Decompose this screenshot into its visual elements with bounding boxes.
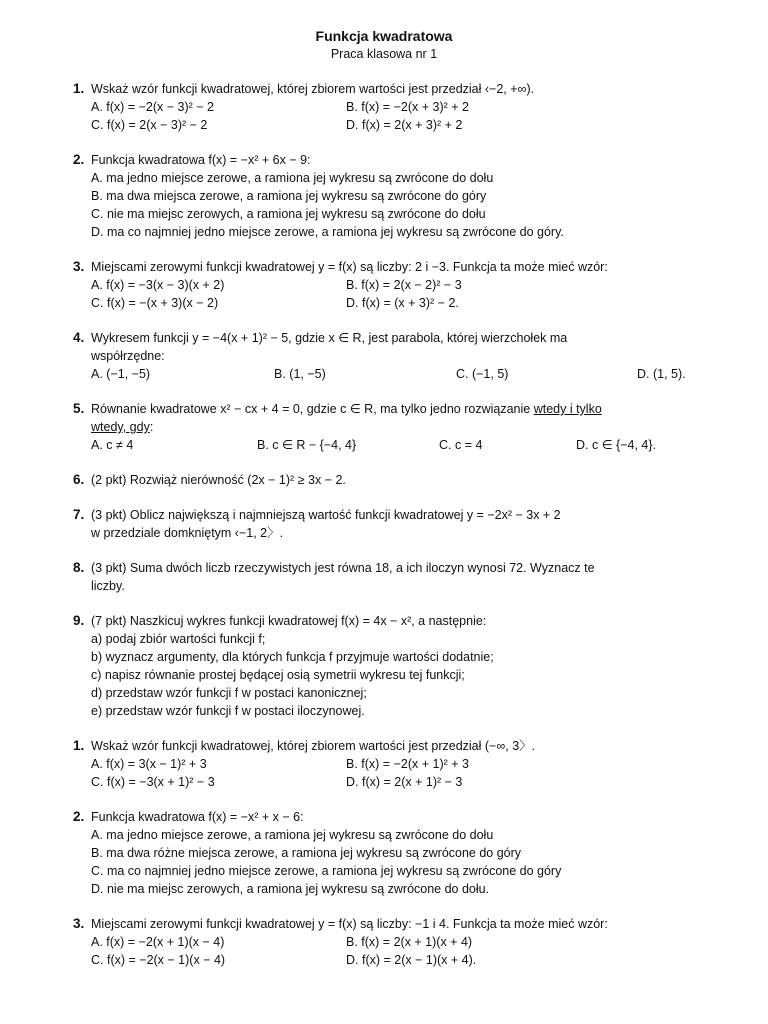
question-text: (2 pkt) Rozwiąż nierówność (2x − 1)² ≥ 3x − 2. (91, 473, 346, 487)
answer-option: A. f(x) = −2(x − 3)² − 2 (91, 100, 214, 114)
answer-option: C. (−1, 5) (456, 367, 509, 381)
answer-option: A. (−1, −5) (91, 367, 151, 381)
question (73, 471, 693, 489)
answer-option: C. nie ma miejsc zerowych, a ramiona jej wykresu są zwrócone do dołu (91, 207, 486, 221)
answer-option: B. f(x) = 2(x − 2)² − 3 (346, 278, 462, 292)
question-number: 3 . (73, 915, 84, 933)
answer-options (73, 933, 693, 951)
answer-options (73, 436, 693, 454)
question (73, 258, 693, 312)
question-text: Funkcja kwadratowa f(x) = −x² + 6x − 9: (91, 153, 311, 167)
question-text: Wskaż wzór funkcji kwadratowej, której zbiorem wartości jest przedział ‹−2, +∞). (91, 82, 535, 96)
answer-options (73, 98, 693, 116)
question (73, 329, 693, 383)
answer-option: B. (1, −5) (274, 367, 326, 381)
sub-task: b) wyznacz argumenty, dla których funkcja f przyjmuje wartości dodatnie; (91, 650, 494, 664)
answer-option: A. f(x) = −2(x + 1)(x − 4) (91, 935, 225, 949)
question-text: Równanie kwadratowe x² − cx + 4 = 0, gdzie c ∈ R, ma tylko jedno rozwiązanie (91, 402, 534, 416)
answer-option: C. ma co najmniej jedno miejsce zerowe, a ramiona jej wykresu są zwrócone do góry (91, 864, 562, 878)
questions-list (73, 80, 693, 986)
answer-option: D. f(x) = 2(x − 1)(x + 4). (346, 953, 477, 967)
question-number: 2 . (73, 151, 84, 169)
question-number: 1 . (73, 80, 84, 98)
answer-option: D. ma co najmniej jedno miejsce zerowe, a ramiona jej wykresu są zwrócone do góry. (91, 225, 564, 239)
answer-option: D. f(x) = 2(x + 3)² + 2 (346, 118, 463, 132)
document-title: Funkcja kwadratowa (315, 28, 453, 44)
answer-option: B. f(x) = −2(x + 1)² + 3 (346, 757, 469, 771)
answer-option: D. (1, 5). (637, 367, 686, 381)
sub-task: c) napisz równanie prostej będącej osią symetrii wykresu tej funkcji; (91, 668, 465, 682)
answer-options (73, 276, 693, 294)
answer-option: C. f(x) = −3(x + 1)² − 3 (91, 775, 215, 789)
answer-option: B. f(x) = 2(x + 1)(x + 4) (346, 935, 473, 949)
question (73, 559, 693, 595)
answer-option: D. nie ma miejsc zerowych, a ramiona jej wykresu są zwrócone do dołu. (91, 882, 490, 896)
question-text-continued: : (149, 420, 154, 434)
answer-options (73, 951, 693, 969)
question-number: 8 . (73, 559, 84, 577)
sub-task: d) przedstaw wzór funkcji f w postaci kanonicznej; (91, 686, 367, 700)
question (73, 737, 693, 791)
answer-option: C. f(x) = 2(x − 3)² − 2 (91, 118, 208, 132)
underlined-phrase: wtedy, gdy (91, 420, 150, 434)
question-text: (7 pkt) Naszkicuj wykres funkcji kwadratowej f(x) = 4x − x², a następnie: (91, 614, 487, 628)
question (73, 151, 693, 241)
answer-option: B. ma dwa różne miejsca zerowe, a ramiona jej wykresu są zwrócone do góry (91, 846, 522, 860)
answer-option: C. f(x) = −(x + 3)(x − 2) (91, 296, 219, 310)
question-number: 7 . (73, 506, 84, 524)
question-text: (3 pkt) Oblicz największą i najmniejszą wartość funkcji kwadratowej y = −2x² − 3x + 2 (91, 508, 561, 522)
question-number: 6 . (73, 471, 84, 489)
question-number: 2 . (73, 808, 84, 826)
answer-option: A. f(x) = 3(x − 1)² + 3 (91, 757, 207, 771)
answer-option: B. f(x) = −2(x + 3)² + 2 (346, 100, 469, 114)
question-text: Funkcja kwadratowa f(x) = −x² + x − 6: (91, 810, 304, 824)
question-text: Miejscami zerowymi funkcji kwadratowej y = f(x) są liczby: 2 i −3. Funkcja ta może mieć wzór: (91, 260, 608, 274)
question (73, 80, 693, 134)
question (73, 915, 693, 969)
question (73, 506, 693, 542)
question-number: 5 . (73, 400, 84, 418)
question-text: Miejscami zerowymi funkcji kwadratowej y = f(x) są liczby: −1 i 4. Funkcja ta może mieć wzór: (91, 917, 608, 931)
answer-option: A. ma jedno miejsce zerowe, a ramiona jej wykresu są zwrócone do dołu (91, 828, 494, 842)
answer-options (73, 116, 693, 134)
sub-task: a) podaj zbiór wartości funkcji f; (91, 632, 266, 646)
answer-options (73, 365, 693, 383)
question-text-continued: współrzędne: (91, 349, 165, 363)
question-text-continued: w przedziale domkniętym ‹−1, 2〉. (91, 526, 284, 540)
answer-option: D. c ∈ {−4, 4}. (576, 438, 657, 452)
underlined-phrase: wtedy i tylko (533, 402, 602, 416)
answer-option: A. c ≠ 4 (91, 438, 134, 452)
question-text: Wskaż wzór funkcji kwadratowej, której zbiorem wartości jest przedział (−∞, 3〉. (91, 739, 536, 753)
question (73, 612, 693, 720)
answer-options (73, 755, 693, 773)
answer-option: C. c = 4 (439, 438, 483, 452)
answer-options (73, 773, 693, 791)
answer-option: D. f(x) = 2(x + 1)² − 3 (346, 775, 463, 789)
answer-option: B. c ∈ R − {−4, 4} (257, 438, 357, 452)
question-text: Wykresem funkcji y = −4(x + 1)² − 5, gdzie x ∈ R, jest parabola, której wierzchołek ma (91, 331, 568, 345)
answer-option: D. f(x) = (x + 3)² − 2. (346, 296, 459, 310)
question-number: 1 . (73, 737, 84, 755)
sub-task: e) przedstaw wzór funkcji f w postaci iloczynowej. (91, 704, 365, 718)
answer-option: A. f(x) = −3(x − 3)(x + 2) (91, 278, 225, 292)
question-number: 3 . (73, 258, 84, 276)
question-text-continued: liczby. (91, 579, 125, 593)
question-text: (3 pkt) Suma dwóch liczb rzeczywistych jest równa 18, a ich iloczyn wynosi 72. Wyznacz te (91, 561, 595, 575)
answer-options (73, 294, 693, 312)
question (73, 400, 693, 454)
answer-option: B. ma dwa miejsca zerowe, a ramiona jej wykresu są zwrócone do góry (91, 189, 487, 203)
question-number: 4 . (73, 329, 84, 347)
answer-option: A. ma jedno miejsce zerowe, a ramiona jej wykresu są zwrócone do dołu (91, 171, 494, 185)
answer-option: C. f(x) = −2(x − 1)(x − 4) (91, 953, 226, 967)
question (73, 808, 693, 898)
question-number: 9 . (73, 612, 84, 630)
document-subtitle: Praca klasowa nr 1 (330, 47, 438, 61)
